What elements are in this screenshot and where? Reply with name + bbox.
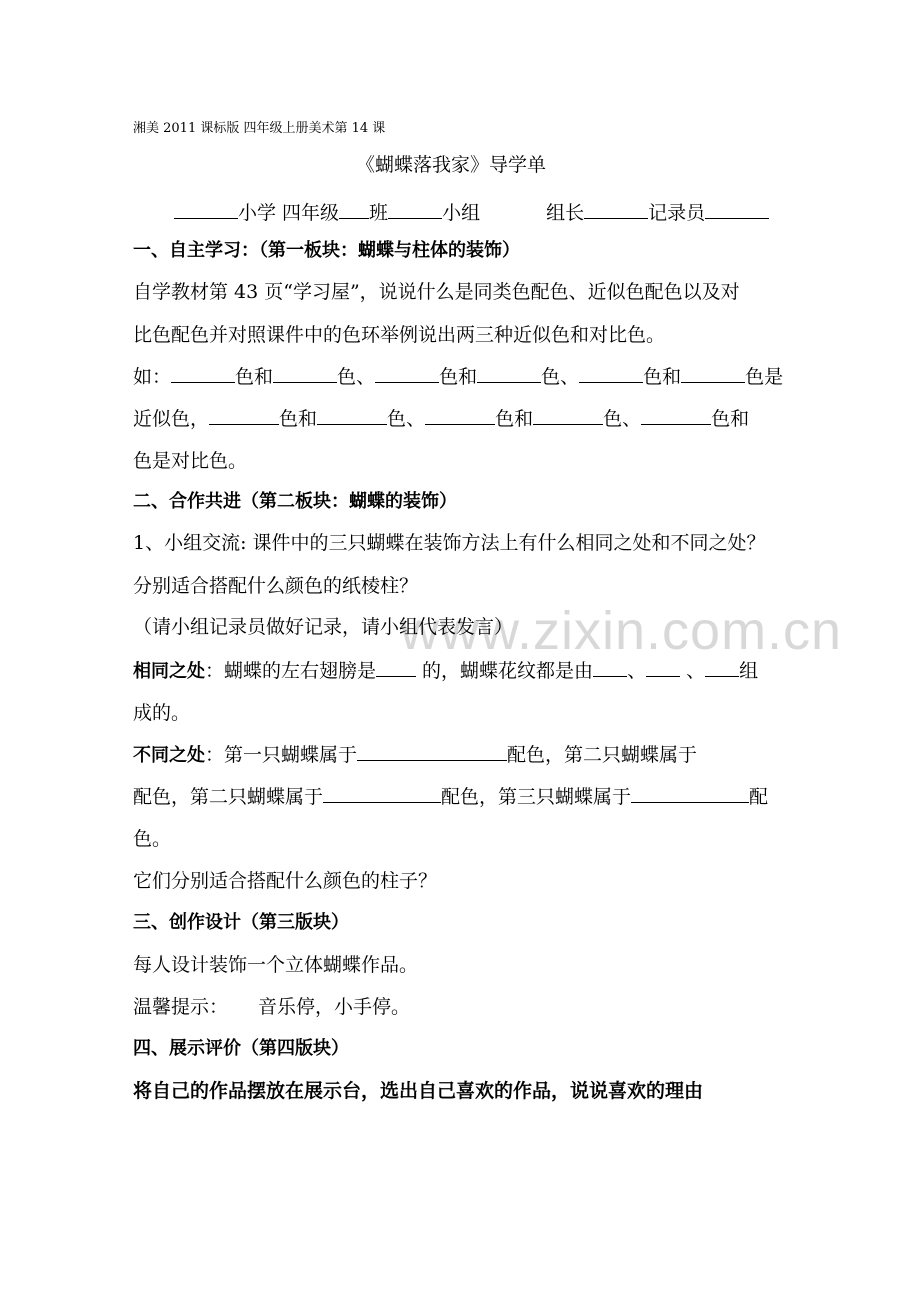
color-blank[interactable] bbox=[681, 381, 745, 383]
color-scheme-blank[interactable] bbox=[323, 801, 441, 803]
and-word: 和 bbox=[514, 408, 534, 430]
color-blank[interactable] bbox=[171, 381, 235, 383]
section1-heading: 一、自主学习：（第一板块：蝴蝶与柱体的装饰） bbox=[133, 240, 520, 261]
same-text-b: 的，蝴蝶花纹都是由 bbox=[416, 660, 594, 682]
color-blank[interactable] bbox=[477, 381, 541, 383]
and-word: 和 bbox=[730, 408, 750, 430]
section3-heading: 三、创作设计（第三版块） bbox=[133, 912, 349, 933]
and-word: 和 bbox=[458, 366, 478, 388]
and-word: 和 bbox=[662, 366, 682, 388]
diff-text-c: 配色，第二只蝴蝶属于 bbox=[133, 786, 324, 808]
color-word: 色 bbox=[337, 366, 357, 388]
section2-same-line bbox=[133, 656, 758, 683]
color-scheme-blank[interactable] bbox=[631, 801, 749, 803]
separator: 、 bbox=[560, 366, 580, 388]
separator: 、 bbox=[686, 660, 706, 682]
color-word: 色 bbox=[643, 366, 663, 388]
separator: 、 bbox=[622, 408, 642, 430]
color-word: 色 bbox=[387, 408, 407, 430]
color-blank[interactable] bbox=[641, 423, 711, 425]
color-word: 色 bbox=[711, 408, 731, 430]
color-blank[interactable] bbox=[533, 423, 603, 425]
class-blank[interactable] bbox=[339, 217, 369, 219]
section2-diff-line2 bbox=[133, 782, 768, 809]
section2-same-line2: 成的。 bbox=[133, 702, 191, 724]
wing-blank[interactable] bbox=[376, 675, 416, 677]
section4-heading: 四、展示评价（第四版块） bbox=[133, 1038, 349, 1059]
same-label: 相同之处 bbox=[133, 661, 205, 682]
section1-contrast-line: 色是对比色。 bbox=[133, 450, 248, 472]
and-word: 和 bbox=[298, 408, 318, 430]
section4-task: 将自己的作品摆放在展示台，选出自己喜欢的作品，说说喜欢的理由 bbox=[133, 1080, 704, 1102]
color-word: 色 bbox=[279, 408, 299, 430]
similar-label: 近似色， bbox=[133, 408, 210, 430]
pattern-blank[interactable] bbox=[646, 675, 680, 677]
leader-blank[interactable] bbox=[584, 217, 648, 219]
color-word: 色 bbox=[439, 366, 459, 388]
doc-title: 《蝴蝶落我家》导学单 bbox=[356, 154, 547, 176]
section2-q1-line1: 1、小组交流: 课件中的三只蝴蝶在装饰方法上有什么相同之处和不同之处？ bbox=[133, 532, 766, 554]
group-label: 小组 bbox=[442, 202, 481, 224]
diff-text-d: 配色，第三只蝴蝶属于 bbox=[441, 786, 632, 808]
and-word: 和 bbox=[254, 366, 274, 388]
diff-text-e: 配 bbox=[749, 786, 769, 808]
section1-para-line2: 比色配色并对照课件中的色环举例说出两三种近似色和对比色。 bbox=[133, 324, 666, 346]
pattern-blank[interactable] bbox=[593, 675, 627, 677]
tip-label: 温馨提示： bbox=[133, 996, 229, 1018]
is-suffix: 色是 bbox=[745, 366, 784, 388]
grade-label: 小学 四年级 bbox=[238, 202, 340, 224]
info-line bbox=[174, 198, 769, 225]
color-word: 色 bbox=[495, 408, 515, 430]
section3-tip bbox=[133, 992, 410, 1019]
header-subtitle: 湘美 2011 课标版 四年级上册美术第 14 课 bbox=[133, 121, 386, 136]
example-prefix: 如： bbox=[133, 366, 172, 388]
class-label: 班 bbox=[369, 202, 389, 224]
pattern-blank[interactable] bbox=[705, 675, 739, 677]
section1-para-line1: 自学教材第 43 页“学习屋”，说说什么是同类色配色、近似色配色以及对 bbox=[133, 281, 740, 303]
recorder-blank[interactable] bbox=[705, 217, 769, 219]
color-blank[interactable] bbox=[425, 423, 495, 425]
color-blank[interactable] bbox=[209, 423, 279, 425]
group-blank[interactable] bbox=[388, 217, 442, 219]
color-word: 色 bbox=[603, 408, 623, 430]
color-word: 色 bbox=[541, 366, 561, 388]
tip-text: 音乐停，小手停。 bbox=[258, 996, 411, 1018]
diff-text-b: 配色，第二只蝴蝶属于 bbox=[507, 744, 698, 766]
color-scheme-blank[interactable] bbox=[357, 759, 507, 761]
diff-label: 不同之处 bbox=[133, 745, 205, 766]
separator: 、 bbox=[627, 660, 647, 682]
section1-example-line bbox=[133, 362, 783, 389]
leader-label: 组长 bbox=[546, 202, 585, 224]
section2-note: （请小组记录员做好记录，请小组代表发言） bbox=[133, 616, 514, 638]
same-text-c: 组 bbox=[739, 660, 759, 682]
color-blank[interactable] bbox=[375, 381, 439, 383]
recorder-label: 记录员 bbox=[648, 202, 706, 224]
section1-similar-line bbox=[133, 404, 749, 431]
section2-q1-line2: 分别适合搭配什么颜色的纸棱柱？ bbox=[133, 575, 419, 597]
section2-diff-line1 bbox=[133, 740, 697, 767]
school-blank[interactable] bbox=[174, 217, 238, 219]
separator: 、 bbox=[356, 366, 376, 388]
separator: 、 bbox=[406, 408, 426, 430]
same-text-a: ：蝴蝶的左右翅膀是 bbox=[205, 660, 377, 682]
section2-heading: 二、合作共进（第二板块：蝴蝶的装饰） bbox=[133, 491, 457, 512]
section2-diff-line3: 色。 bbox=[133, 828, 172, 850]
watermark: www.zixin.com.cn bbox=[400, 601, 843, 661]
color-word: 色 bbox=[235, 366, 255, 388]
diff-text-a: ：第一只蝴蝶属于 bbox=[205, 744, 358, 766]
section3-task: 每人设计装饰一个立体蝴蝶作品。 bbox=[133, 954, 419, 976]
color-blank[interactable] bbox=[317, 423, 387, 425]
color-blank[interactable] bbox=[579, 381, 643, 383]
color-blank[interactable] bbox=[273, 381, 337, 383]
section2-question: 它们分别适合搭配什么颜色的柱子？ bbox=[133, 870, 438, 892]
